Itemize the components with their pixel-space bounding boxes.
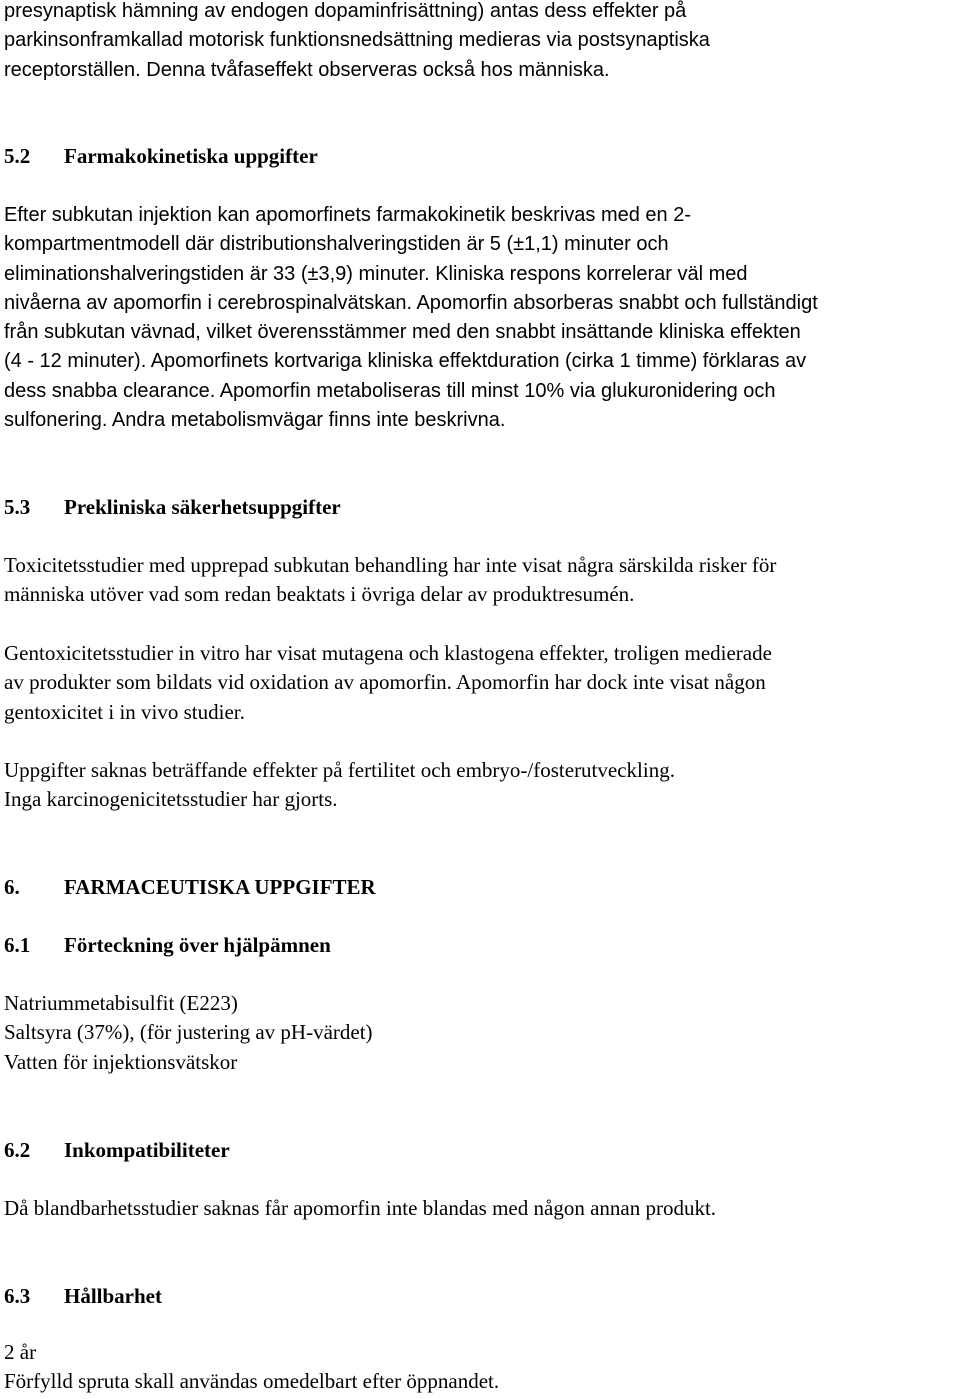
section-number: 5.3 — [4, 495, 31, 519]
text-line: från subkutan vävnad, vilket överensstämmer med den snabbt insättande kliniska effekten — [4, 321, 801, 344]
text-line: Inga karcinogenicitetsstudier har gjorts. — [4, 787, 338, 812]
section-title: Hållbarhet — [64, 1284, 162, 1308]
paragraph-6-3 — [4, 1338, 956, 1397]
paragraph-5-3-c — [4, 756, 956, 815]
intro-line: parkinsonframkallad motorisk funktionsnedsättning medieras via postsynaptiska — [4, 29, 710, 52]
section-title: Förteckning över hjälpämnen — [64, 933, 331, 957]
text-line: Efter subkutan injektion kan apomorfinets farmakokinetik beskrivas med en 2- — [4, 204, 692, 226]
text-line: Toxicitetsstudier med upprepad subkutan behandling har inte visat några särskilda risker för — [4, 553, 777, 577]
text-line: 2 år — [4, 1340, 37, 1364]
paragraph-5-3-b — [4, 639, 956, 727]
heading-6-2 — [4, 1136, 230, 1165]
excipient-list — [4, 989, 956, 1077]
text-line: (4 - 12 minuter). Apomorfinets kortvariga kliniska effektduration (cirka 1 timme) förklaras av — [4, 350, 807, 373]
text-line: nivåerna av apomorfin i cerebrospinalvätskan. Apomorfin absorberas snabbt och fullständigt — [4, 291, 818, 314]
heading-6 — [4, 873, 376, 902]
section-number: 6.1 — [4, 933, 31, 957]
text-line: Uppgifter saknas beträffande effekter på fertilitet och embryo-/fosterutveckling. — [4, 758, 675, 782]
section-number: 6. — [4, 875, 20, 899]
text-line: dess snabba clearance. Apomorfin metaboliseras till minst 10% via glukuronidering och — [4, 379, 776, 402]
text-line: gentoxicitet i in vivo studier. — [4, 699, 245, 724]
intro-line: receptorställen. Denna tvåfaseffekt observeras också hos människa. — [4, 58, 610, 81]
text-line: människa utöver vad som redan beaktats i övriga delar av produktresumén. — [4, 582, 635, 607]
list-item: Vatten för injektionsvätskor — [4, 1049, 238, 1074]
section-title: Prekliniska säkerhetsuppgifter — [64, 495, 341, 519]
section-number: 5.2 — [4, 144, 31, 168]
text-line: av produkter som bildats vid oxidation av apomorfin. Apomorfin har dock inte visat någon — [4, 670, 766, 695]
section-title: Inkompatibiliteter — [64, 1138, 230, 1162]
list-item: Natriummetabisulfit (E223) — [4, 991, 238, 1015]
section-number: 6.3 — [4, 1284, 31, 1308]
intro-line: presynaptisk hämning av endogen dopaminfrisättning) antas dess effekter på — [4, 0, 687, 22]
paragraph-6-2 — [4, 1194, 956, 1223]
text-line: sulfonering. Andra metabolismvägar finns inte beskrivna. — [4, 409, 506, 432]
heading-6-1 — [4, 931, 331, 960]
section-title: Farmakokinetiska uppgifter — [64, 144, 318, 168]
paragraph-5-3-a — [4, 551, 956, 610]
text-line: Då blandbarhetsstudier saknas får apomorfin inte blandas med någon annan produkt. — [4, 1196, 717, 1220]
section-title: FARMACEUTISKA UPPGIFTER — [64, 875, 376, 899]
heading-6-3 — [4, 1282, 162, 1311]
section-number: 6.2 — [4, 1138, 31, 1162]
heading-5-2 — [4, 142, 318, 171]
text-line: kompartmentmodell där distributionshalveringstiden är 5 (±1,1) minuter och — [4, 233, 669, 256]
intro-paragraph — [4, 0, 956, 85]
heading-5-3 — [4, 493, 341, 522]
text-line: eliminationshalveringstiden är 33 (±3,9) minuter. Kliniska respons korrelerar väl med — [4, 262, 748, 285]
list-item: Saltsyra (37%), (för justering av pH-värdet) — [4, 1020, 373, 1045]
paragraph-5-2 — [4, 201, 956, 435]
text-line: Gentoxicitetsstudier in vitro har visat mutagena och klastogena effekter, troligen medierade — [4, 641, 772, 665]
text-line: Förfylld spruta skall användas omedelbart efter öppnandet. — [4, 1369, 500, 1394]
